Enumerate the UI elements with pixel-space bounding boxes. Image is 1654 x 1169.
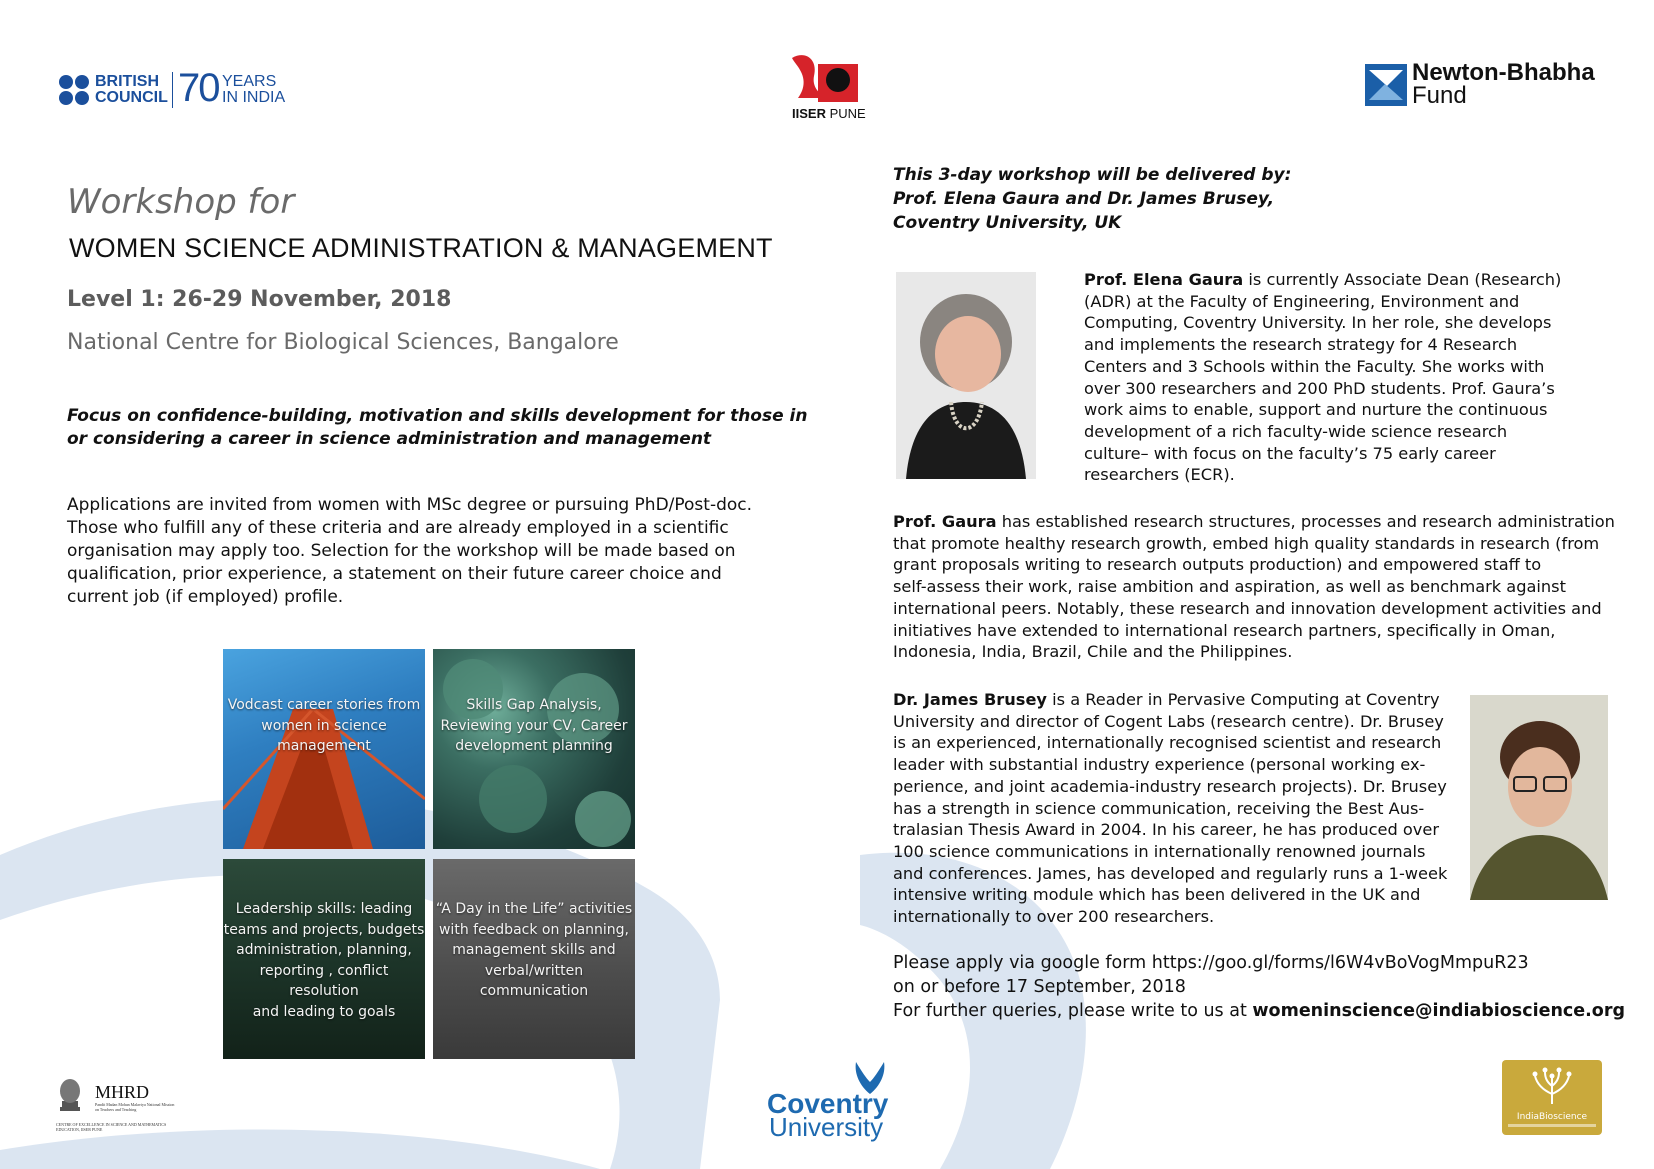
tile-day-in-life (433, 859, 635, 1059)
focus-statement: Focus on confidence-building, motivation and skills development for those in or considering a career in science administration and management (67, 406, 808, 449)
newton-bhabha-title: Newton-Bhabha (1412, 59, 1595, 86)
mhrd-mission-text: Pandit Madan Mohan Malaviya National Mission on Teachers and Teaching (95, 1102, 175, 1112)
bio-gaura-achievements: Prof. Gaura has established research structures, processes and research administration that promote healthy research growth, embed high quality standards in research (from grant proposals writing to research outputs production) and empowered staff to self-assess their work, raise ambition and aspiration, as well as benchmark against international peers. Notably, these research and innovation development activities and initiatives have extended to international research partners, specifically in Oman, Indonesia, India, Brazil, Chile and the Philippines. (893, 512, 1615, 662)
tile-caption: “A Day in the Life” activities with feedback on planning, management skills and verbal/written communication (435, 901, 633, 999)
indiabioscience-tagline-bar (1508, 1124, 1596, 1127)
coventry-logo-line2: University (769, 1112, 884, 1142)
workshop-for-heading: Workshop for (67, 182, 295, 222)
apply-deadline: on or before 17 September, 2018 (893, 977, 1186, 997)
venue: National Centre for Biological Sciences, Bangalore (67, 330, 619, 355)
apply-link-line[interactable]: Please apply via google form https://goo.gl/forms/l6W4vBoVogMmpuR23 (893, 953, 1529, 973)
queries-line: For further queries, please write to us at womeninscience@indiabioscience.org (893, 1001, 1625, 1021)
seventy-years-text: YEARS IN INDIA (222, 73, 286, 106)
newton-bhabha-logo-icon (1365, 64, 1407, 106)
contact-email-link[interactable]: womeninscience@indiabioscience.org (1252, 1001, 1625, 1021)
newton-bhabha-fund: Fund (1412, 82, 1467, 109)
coventry-logo-line1: Coventry (767, 1088, 889, 1119)
indiabioscience-name: IndiaBioscience (1516, 1112, 1588, 1122)
iiser-pune-logo-icon (788, 50, 860, 106)
british-council-logo-text: BRITISH COUNCIL (95, 73, 168, 106)
apply-info (893, 951, 1633, 1023)
delivery-heading: This 3-day workshop will be delivered by: Prof. Elena Gaura and Dr. James Brusey, Coventry University, UK (893, 165, 1292, 233)
tile-skills-gap (433, 649, 635, 849)
mhrd-centre-text: CENTRE OF EXCELLENCE IN SCIENCE AND MATHEMATICS EDUCATION, IISER PUNE (56, 1122, 167, 1132)
tile-caption: Vodcast career stories from women in science management (227, 697, 421, 754)
mhrd-title: MHRD (95, 1082, 150, 1102)
level-dates: Level 1: 26-29 November, 2018 (67, 287, 452, 312)
tile-caption: Leadership skills: leading teams and projects, budgets administration, planning, reporting , conflict resolution and leading to goals (223, 901, 425, 1020)
national-emblem-icon (56, 1075, 84, 1115)
applications-paragraph: Applications are invited from women with MSc degree or pursuing PhD/Post-doc. Those who fulfill any of these criteria and are already employed in a scientific organisation may apply too. Selection for the workshop will be made based on qualification, prior experience, a statement on their future career choice and current job (if employed) profile. (67, 495, 753, 607)
tile-vodcast (223, 649, 425, 849)
indiabioscience-tree-icon (1525, 1066, 1579, 1106)
bio-elena-gaura: Prof. Elena Gaura is currently Associate Dean (Research) (ADR) at the Faculty of Engineering, Environment and Computing, Coventry University. In her role, she develops and implements the research strategy for 4 Research Centers and 3 Schools within the Faculty. She works with over 300 researchers and 200 PhD students. Prof. Gaura’s work aims to enable, support and nurture the continuous development of a rich faculty-wide science research culture– with focus on the faculty’s 75 early career researchers (ECR). (1084, 270, 1562, 485)
james-brusey-photo (1470, 695, 1608, 900)
british-council-dots-icon (58, 74, 90, 106)
iiser-pune-logo-text: IISER PUNE (792, 106, 866, 121)
seventy-years-number: 70 (178, 66, 219, 110)
workshop-title: WOMEN SCIENCE ADMINISTRATION & MANAGEMENT (69, 233, 773, 263)
elena-gaura-photo (896, 272, 1036, 479)
bio-james-brusey: Dr. James Brusey is a Reader in Pervasive Computing at Coventry University and director of Cogent Labs (research centre). Dr. Brusey is an experienced, internationally recognised scientist and research leader with substantial industry experience (personal working ex- perience, and joint academia-industry research projects). Dr. Brusey has a strength in science communication, receiving the Best Aus- tralasian Thesis Award in 2004. In his career, he has produced over 100 science communications in internationally renowned journals and conferences. James, has developed and regularly runs a 1-week intensive writing module which has been delivered in the UK and internationally to over 200 researchers. (893, 690, 1448, 927)
tile-leadership (223, 859, 425, 1059)
logo-divider (172, 72, 173, 108)
tile-caption: Skills Gap Analysis, Reviewing your CV, Career development planning (440, 697, 628, 754)
